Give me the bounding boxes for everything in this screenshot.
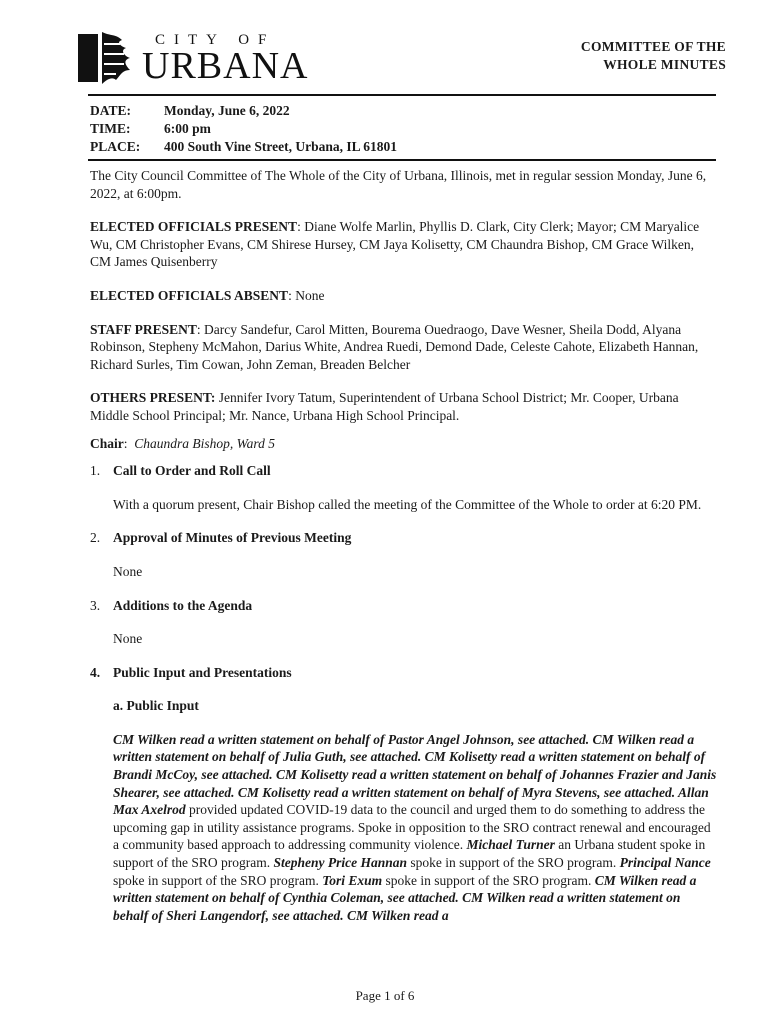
section-label: OTHERS PRESENT: (90, 390, 216, 406)
logo-city-of-text: CITY OF (155, 32, 276, 48)
item-2-body: None (113, 563, 143, 579)
agenda-item-4 (90, 664, 718, 682)
chair-line (90, 435, 718, 453)
chair-colon: : (123, 435, 128, 451)
item-number: 3. (90, 597, 101, 613)
public-input-subhead: a. Public Input (113, 698, 199, 714)
meta-row-date (90, 102, 397, 120)
section-text: Jennifer Ivory Tatum, Superintendent of Urbana School District; Mr. Cooper, Urbana Middle School Principal; Mr. Nance, Urbana High School Principal. (90, 390, 679, 423)
chair-label: Chair (90, 435, 124, 451)
intro-paragraph: The City Council Committee of The Whole of the City of Urbana, Illinois, met in regular session Monday, June 6, 2022, at 6:00pm. (90, 168, 707, 201)
meta-row-time (90, 120, 397, 138)
section-label: ELECTED OFFICIALS PRESENT (90, 219, 298, 235)
statement-text: spoke in support of the SRO program. (113, 872, 323, 888)
section-label: STAFF PRESENT (90, 321, 197, 337)
statement-text: spoke in support of the SRO program. (382, 872, 595, 888)
statement-text: an Urbana student spoke in support of the SRO program. (113, 837, 706, 871)
officials-present (90, 218, 718, 271)
meta-row-place (90, 138, 397, 156)
meta-label: TIME: (90, 121, 131, 136)
section-text: : None (288, 287, 325, 303)
title-line-2: WHOLE MINUTES (603, 57, 726, 72)
meta-value: 400 South Vine Street, Urbana, IL 61801 (164, 139, 398, 154)
statement-text: spoke in support of the SRO program. (407, 855, 620, 871)
statement-text: provided updated COVID-19 data to the council and urged them to do something to address the upcoming gap in utility assistance programs. Spoke in opposition to the SRO contract renewal and encouraged a community based approach to addressing community violence. (113, 802, 711, 853)
item-title: Call to Order and Roll Call (113, 463, 271, 479)
leaf-logo-icon (76, 30, 134, 86)
page-footer: Page 1 of 6 (355, 988, 415, 1003)
logo-urbana-text: URBANA (142, 45, 309, 87)
staff-present (90, 321, 718, 374)
item-number: 4. (90, 664, 101, 680)
statement-bold: Tori Exum (322, 872, 383, 888)
agenda-item-1 (90, 462, 718, 480)
agenda-item-3 (90, 597, 718, 615)
meta-label: PLACE: (90, 139, 141, 154)
statement-bold: Stepheny Price Hannan (273, 855, 407, 871)
statement-bold: CM Wilken read a written statement on behalf of Pastor Angel Johnson, see attached. CM Wilken read a written statement on behalf of Julia Guth, see attached. CM Kolisetty read a written statement on behalf of Brandi McCoy, see attached. CM Kolisetty read a written statement on behalf of Johannes Frazier and Janis Shearer, see attached. CM Kolisetty read a written statement on behalf of Myra Stevens, see attached. Allan Max Axelrod (113, 731, 717, 818)
agenda-item-2 (90, 529, 718, 547)
meta-value: 6:00 pm (164, 121, 211, 136)
item-title: Approval of Minutes of Previous Meeting (113, 530, 352, 546)
statement-bold: CM Wilken read a written statement on behalf of Cynthia Coleman, see attached. CM Wilken read a written statement on behalf of Sheri Langendorf, see attached. CM Wilken read a (113, 872, 697, 923)
meta-label: DATE: (90, 103, 132, 118)
item-title: Additions to the Agenda (113, 597, 253, 613)
others-present (90, 389, 718, 424)
section-text: : Darcy Sandefur, Carol Mitten, Bourema Ouedraogo, Dave Wesner, Sheila Dodd, Alyana Robinson, Stepheny McMahon, Darius White, Andrea Ruedi, Demond Dade, Celeste Cahote, Elizabeth Hannan, Richard Surles, Tim Cowan, John Zeman, Breaden Belcher (90, 321, 699, 372)
header-divider (88, 94, 716, 96)
item-number: 2. (90, 530, 101, 546)
item-number: 1. (90, 463, 101, 479)
document-title (581, 38, 726, 74)
meeting-meta (90, 102, 397, 156)
city-logo (76, 30, 309, 88)
item-1-body: With a quorum present, Chair Bishop called the meeting of the Committee of the Whole to order at 6:20 PM. (113, 496, 702, 512)
minutes-body (90, 167, 718, 938)
section-text: : Diane Wolfe Marlin, Phyllis D. Clark, City Clerk; Mayor; CM Maryalice Wu, CM Christopher Evans, CM Shirese Hursey, CM Jaya Kolisetty, CM Chaundra Bishop, CM Grace Wilken, CM James Quisenberry (90, 219, 700, 270)
meta-divider (88, 159, 716, 161)
officials-absent (90, 287, 718, 305)
item-3-body: None (113, 631, 143, 647)
public-input-paragraph (113, 731, 718, 925)
title-line-1: COMMITTEE OF THE (580, 39, 726, 54)
meta-value: Monday, June 6, 2022 (164, 103, 290, 118)
chair-name: Chaundra Bishop, Ward 5 (134, 435, 276, 451)
section-label: ELECTED OFFICIALS ABSENT (90, 287, 289, 303)
item-title: Public Input and Presentations (113, 664, 292, 680)
statement-bold: Michael Turner (466, 837, 555, 853)
statement-bold: Principal Nance (619, 855, 711, 871)
